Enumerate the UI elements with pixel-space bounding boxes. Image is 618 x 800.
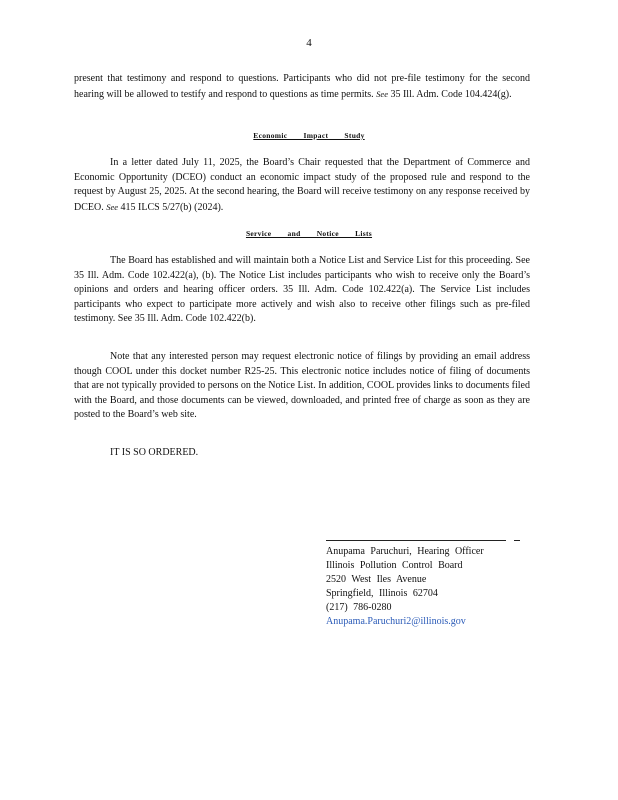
paragraph-economic-impact [74,156,530,215]
see-signal: See [376,88,388,99]
see-signal: See [106,201,119,212]
section-heading-service-notice: Service and Notice Lists [245,229,373,238]
paragraph-electronic-notice [74,350,530,423]
signer-phone: (217) 786-0280 [326,602,392,613]
paragraph-text: In a letter dated July 11, 2025, the Board’s Chair requested that the Department of Commerce and Economic Opportunity (DCEO) conduct an economic impact study of the proposed rule and respond to the request by August 25, 2025. At the second hearing, the Board will receive testimony on any response received by DCEO. [74,157,530,213]
signature-block [326,540,516,629]
signer-street: 2520 West Iles Avenue [326,574,427,585]
signer-organization: Illinois Pollution Control Board [326,560,463,571]
paragraph-service-notice-lists [74,254,530,327]
page-number: 4 [306,37,312,49]
paragraph-text: present that testimony and respond to questions. Participants who did not pre-file testimony for the second hearing will be allowed to testify and respond to questions as time permits. [74,73,530,100]
paragraph-text: The Board has established and will maintain both a Notice List and Service List for this proceeding. See 35 Ill. Adm. Code 102.422(a), (b). The Notice List includes participants who wish to receive only the Board’s opinions and orders and hearing officer orders. 35 Ill. Adm. Code 102.422(a). The Service List includes participants who expect to participate more actively and wish also to receive other filings such as pre-filed testimony. See 35 Ill. Adm. Code 102.422(b). [74,255,530,325]
signer-email-link[interactable]: Anupama.Paruchuri2@illinois.gov [326,616,466,627]
signer-city: Springfield, Illinois 62704 [326,588,438,599]
order-statement: IT IS SO ORDERED. [110,447,199,458]
paragraph-text: Note that any interested person may request electronic notice of filings by providing an email address though COOL under this docket number R25-25. This electronic notice includes notice of filing of documents that are not typically provided to persons on the Notice List. In addition, COOL provides links to documents filed with the Board, and those documents can be viewed, downloaded, and printed free of charge as soon as they are posted to the Board’s web site. [74,351,530,421]
citation: 35 Ill. Adm. Code 104.424(g). [390,88,512,100]
signature-line [326,540,506,541]
paragraph-hearing-testimony [74,72,530,102]
signer-name: Anupama Paruchuri, Hearing Officer [326,546,484,557]
section-heading-economic-impact: Economic Impact Study [253,131,365,140]
citation: 415 ILCS 5/27(b) (2024). [120,201,224,213]
